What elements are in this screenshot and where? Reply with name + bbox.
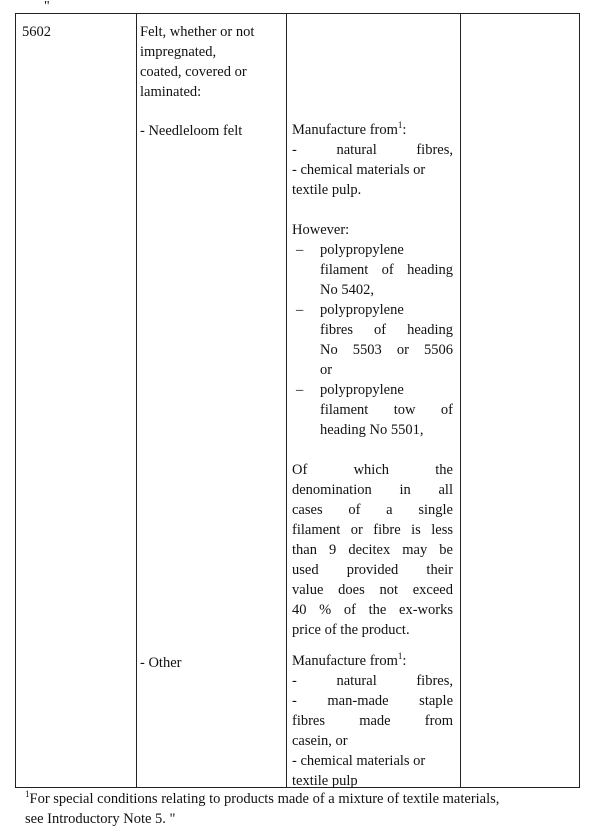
column-divider [286, 14, 287, 787]
exception-line: No 5402, [320, 282, 374, 298]
material-line: textile pulp. [292, 182, 362, 198]
exception-line: polypropylene [320, 302, 404, 318]
exception-line: No 5503 or 5506 [320, 342, 453, 358]
description-line: coated, covered or [140, 64, 247, 80]
material-line: textile pulp [292, 773, 358, 789]
exception-line: heading No 5501, [320, 422, 424, 438]
dash-bullet: – [296, 382, 304, 398]
exception-line: fibres of heading [320, 322, 453, 338]
rules-table [15, 13, 580, 788]
needleloom-label: - Needleloom felt [140, 123, 243, 139]
description-line: laminated: [140, 84, 202, 100]
exception-line: polypropylene [320, 242, 404, 258]
condition-line: 40 % of the ex-works [292, 602, 453, 618]
material-line: - man-made staple [292, 693, 453, 709]
condition-line: than 9 decitex may be [292, 542, 453, 558]
exception-item [292, 240, 453, 300]
dash-bullet: – [296, 302, 304, 318]
description-line: impregnated, [140, 44, 217, 60]
exception-line: polypropylene [320, 382, 404, 398]
material-line: - natural fibres, [292, 673, 453, 689]
exception-item [292, 300, 453, 380]
other-label: - Other [140, 655, 182, 671]
description-line: Felt, whether or not [140, 24, 255, 40]
dash-bullet: – [296, 242, 304, 258]
however-label: However: [292, 222, 350, 238]
condition-line: filament or fibre is less [292, 522, 453, 538]
other-rule [292, 651, 453, 791]
column-divider [460, 14, 461, 787]
needleloom-rule [292, 120, 453, 640]
manufacture-from: Manufacture from$^1$: [292, 651, 407, 669]
condition-line: Of which the [292, 462, 453, 478]
exception-line: or [320, 362, 333, 378]
exception-item [292, 380, 453, 440]
column-divider [136, 14, 137, 787]
manufacture-from: Manufacture from$^1$: [292, 120, 407, 138]
product-description [140, 22, 285, 102]
footnote-reference: 1 [397, 120, 403, 131]
footnote-line: see Introductory Note 5. " [25, 811, 176, 827]
material-line: - natural fibres, [292, 142, 453, 158]
heading-number: 5602 [22, 24, 51, 40]
footnote-line: $^1$For special conditions relating to products made of a mixture of textile materials, [25, 789, 500, 807]
condition-line: used provided their [292, 562, 453, 578]
material-line: - chemical materials or [292, 162, 426, 178]
footnote-marker: 1 [25, 789, 30, 800]
exception-line: filament tow of [320, 402, 453, 418]
footnote-reference: 1 [397, 651, 403, 662]
condition-line: value does not exceed [292, 582, 453, 598]
footnote [25, 789, 595, 829]
condition-line: price of the product. [292, 622, 410, 638]
condition-line: denomination in all [292, 482, 453, 498]
closing-quote-mark: " [44, 0, 50, 14]
exception-line: filament of heading [320, 262, 453, 278]
material-line: - chemical materials or [292, 753, 426, 769]
material-line: casein, or [292, 733, 348, 749]
material-line: fibres made from [292, 713, 453, 729]
condition-line: cases of a single [292, 502, 453, 518]
